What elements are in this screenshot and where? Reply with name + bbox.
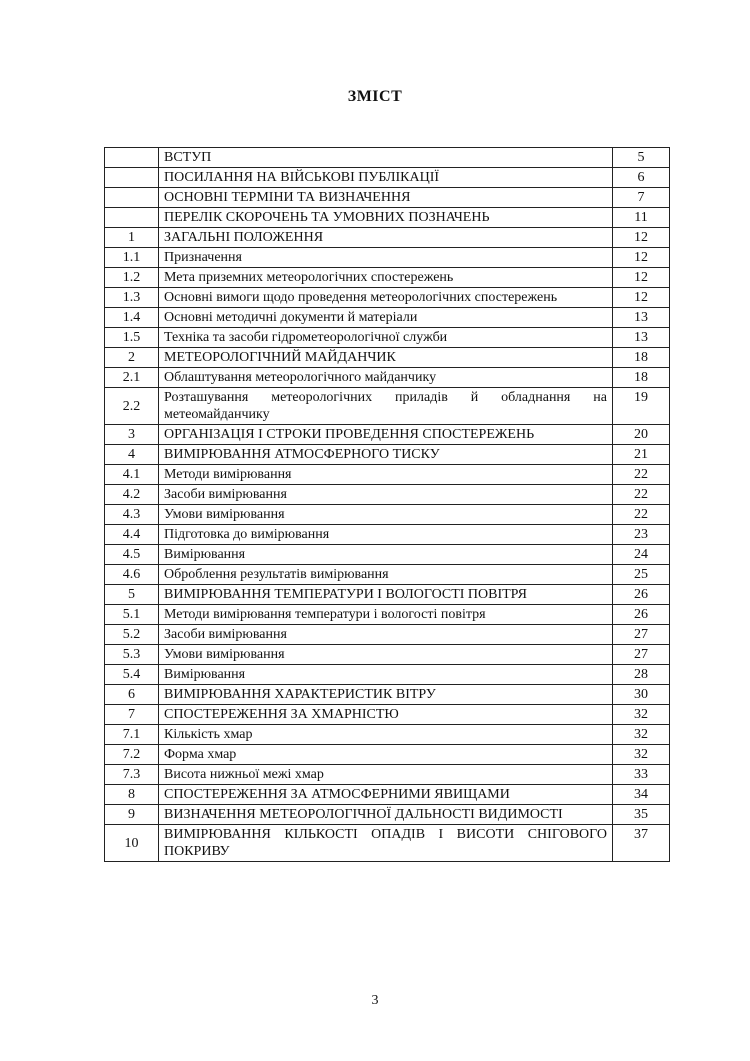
toc-section-number: 4.3 [105,505,159,525]
toc-section-number: 2.1 [105,368,159,388]
toc-section-number: 7 [105,705,159,725]
toc-page-number: 33 [613,765,670,785]
toc-page-number: 12 [613,228,670,248]
toc-page-number: 24 [613,545,670,565]
toc-section-title: ВИМІРЮВАННЯ ХАРАКТЕРИСТИК ВІТРУ [159,685,613,705]
toc-section-number: 4.4 [105,525,159,545]
toc-page-number: 18 [613,368,670,388]
toc-section-number: 1.4 [105,308,159,328]
toc-page-number: 21 [613,445,670,465]
toc-page-number: 22 [613,465,670,485]
toc-body [105,148,670,862]
toc-page-number: 23 [613,525,670,545]
toc-section-title: Техніка та засоби гідрометеорологічної служби [159,328,613,348]
toc-section-number: 1.2 [105,268,159,288]
page-number: 3 [371,993,379,1008]
toc-section-title: Вимірювання [159,665,613,685]
toc-section-number: 5.3 [105,645,159,665]
toc-section-title: ОРГАНІЗАЦІЯ І СТРОКИ ПРОВЕДЕННЯ СПОСТЕРЕЖЕНЬ [159,425,613,445]
toc-section-number [105,148,159,168]
toc-section-title: Засоби вимірювання [159,485,613,505]
toc-row [105,328,670,348]
toc-row [105,228,670,248]
toc-row [105,248,670,268]
toc-section-title: Підготовка до вимірювання [159,525,613,545]
toc-section-number: 9 [105,805,159,825]
toc-page-number: 13 [613,308,670,328]
toc-section-title: ПОСИЛАННЯ НА ВІЙСЬКОВІ ПУБЛІКАЦІЇ [159,168,613,188]
toc-section-number: 7.3 [105,765,159,785]
toc-section-title: Вимірювання [159,545,613,565]
toc-section-title: ВИЗНАЧЕННЯ МЕТЕОРОЛОГІЧНОЇ ДАЛЬНОСТІ ВИДИМОСТІ [159,805,613,825]
toc-page-number: 18 [613,348,670,368]
toc-row [105,665,670,685]
toc-section-title: ВИМІРЮВАННЯ АТМОСФЕРНОГО ТИСКУ [159,445,613,465]
toc-section-title: Облаштування метеорологічного майданчику [159,368,613,388]
toc-section-title: Методи вимірювання температури і вологості повітря [159,605,613,625]
toc-section-title: Методи вимірювання [159,465,613,485]
toc-section-title: ПЕРЕЛІК СКОРОЧЕНЬ ТА УМОВНИХ ПОЗНАЧЕНЬ [159,208,613,228]
toc-row [105,505,670,525]
toc-section-number: 1 [105,228,159,248]
toc-section-title: Мета приземних метеорологічних спостережень [159,268,613,288]
toc-section-number: 10 [105,825,159,862]
toc-page-number: 26 [613,585,670,605]
toc-section-number: 7.1 [105,725,159,745]
table-of-contents [104,147,670,862]
toc-section-title: Основні методичні документи й матеріали [159,308,613,328]
toc-row [105,465,670,485]
toc-page-number: 5 [613,148,670,168]
toc-section-number: 4.6 [105,565,159,585]
toc-page-number: 25 [613,565,670,585]
toc-page-number: 11 [613,208,670,228]
toc-section-number: 2 [105,348,159,368]
toc-row [105,725,670,745]
toc-page-number: 12 [613,268,670,288]
toc-section-title: Умови вимірювання [159,645,613,665]
toc-row [105,545,670,565]
toc-section-title: Висота нижньої межі хмар [159,765,613,785]
toc-section-title: ОСНОВНІ ТЕРМІНИ ТА ВИЗНАЧЕННЯ [159,188,613,208]
toc-row [105,168,670,188]
page-title: ЗМІСТ [347,88,403,105]
toc-row [105,565,670,585]
toc-row [105,485,670,505]
toc-page-number: 37 [613,825,670,862]
toc-section-number [105,208,159,228]
toc-section-number: 7.2 [105,745,159,765]
toc-section-number: 5.1 [105,605,159,625]
toc-section-number: 4.1 [105,465,159,485]
toc-page-number: 27 [613,625,670,645]
toc-page-number: 7 [613,188,670,208]
toc-section-number [105,168,159,188]
toc-section-number: 8 [105,785,159,805]
toc-page-number: 20 [613,425,670,445]
toc-row [105,745,670,765]
toc-page-number: 35 [613,805,670,825]
toc-row [105,368,670,388]
toc-row [105,525,670,545]
toc-section-title: СПОСТЕРЕЖЕННЯ ЗА АТМОСФЕРНИМИ ЯВИЩАМИ [159,785,613,805]
toc-section-title: Форма хмар [159,745,613,765]
toc-row [105,765,670,785]
toc-section-number: 1.1 [105,248,159,268]
toc-row [105,188,670,208]
toc-row [105,605,670,625]
toc-row [105,268,670,288]
toc-section-title: МЕТЕОРОЛОГІЧНИЙ МАЙДАНЧИК [159,348,613,368]
toc-page-number: 12 [613,288,670,308]
toc-section-number: 2.2 [105,388,159,425]
toc-row [105,148,670,168]
toc-section-number: 1.5 [105,328,159,348]
toc-row [105,348,670,368]
toc-section-number: 4.2 [105,485,159,505]
toc-section-title: Призначення [159,248,613,268]
toc-page-number: 12 [613,248,670,268]
toc-page-number: 30 [613,685,670,705]
toc-section-number: 5 [105,585,159,605]
toc-section-title: ВСТУП [159,148,613,168]
toc-page-number: 26 [613,605,670,625]
toc-section-title: Засоби вимірювання [159,625,613,645]
toc-row [105,208,670,228]
toc-section-title: ВИМІРЮВАННЯ ТЕМПЕРАТУРИ І ВОЛОГОСТІ ПОВІТРЯ [159,585,613,605]
toc-row [105,425,670,445]
toc-section-title: Кількість хмар [159,725,613,745]
toc-row [105,805,670,825]
toc-row [105,625,670,645]
toc-row [105,645,670,665]
toc-row [105,825,670,862]
toc-page-number: 32 [613,745,670,765]
toc-row [105,388,670,425]
toc-section-title: ЗАГАЛЬНІ ПОЛОЖЕННЯ [159,228,613,248]
toc-row [105,308,670,328]
toc-page-number: 19 [613,388,670,425]
toc-section-number: 5.4 [105,665,159,685]
toc-row [105,785,670,805]
toc-page-number: 22 [613,505,670,525]
toc-row [105,445,670,465]
toc-page-number: 32 [613,705,670,725]
toc-page-number: 27 [613,645,670,665]
toc-row [105,685,670,705]
toc-section-number: 5.2 [105,625,159,645]
toc-row [105,288,670,308]
toc-section-number [105,188,159,208]
toc-row [105,705,670,725]
toc-section-title: Розташування метеорологічних приладів й обладнання на метеомайданчику [159,388,613,425]
toc-section-number: 3 [105,425,159,445]
toc-page-number: 13 [613,328,670,348]
toc-page-number: 32 [613,725,670,745]
toc-row [105,585,670,605]
toc-section-number: 6 [105,685,159,705]
toc-page-number: 34 [613,785,670,805]
toc-section-number: 4 [105,445,159,465]
toc-page-number: 6 [613,168,670,188]
toc-section-number: 4.5 [105,545,159,565]
toc-page-number: 28 [613,665,670,685]
toc-section-title: Умови вимірювання [159,505,613,525]
toc-section-number: 1.3 [105,288,159,308]
toc-page-number: 22 [613,485,670,505]
toc-section-title: ВИМІРЮВАННЯ КІЛЬКОСТІ ОПАДІВ І ВИСОТИ СНІГОВОГО ПОКРИВУ [159,825,613,862]
toc-section-title: СПОСТЕРЕЖЕННЯ ЗА ХМАРНІСТЮ [159,705,613,725]
toc-section-title: Оброблення результатів вимірювання [159,565,613,585]
toc-section-title: Основні вимоги щодо проведення метеорологічних спостережень [159,288,613,308]
